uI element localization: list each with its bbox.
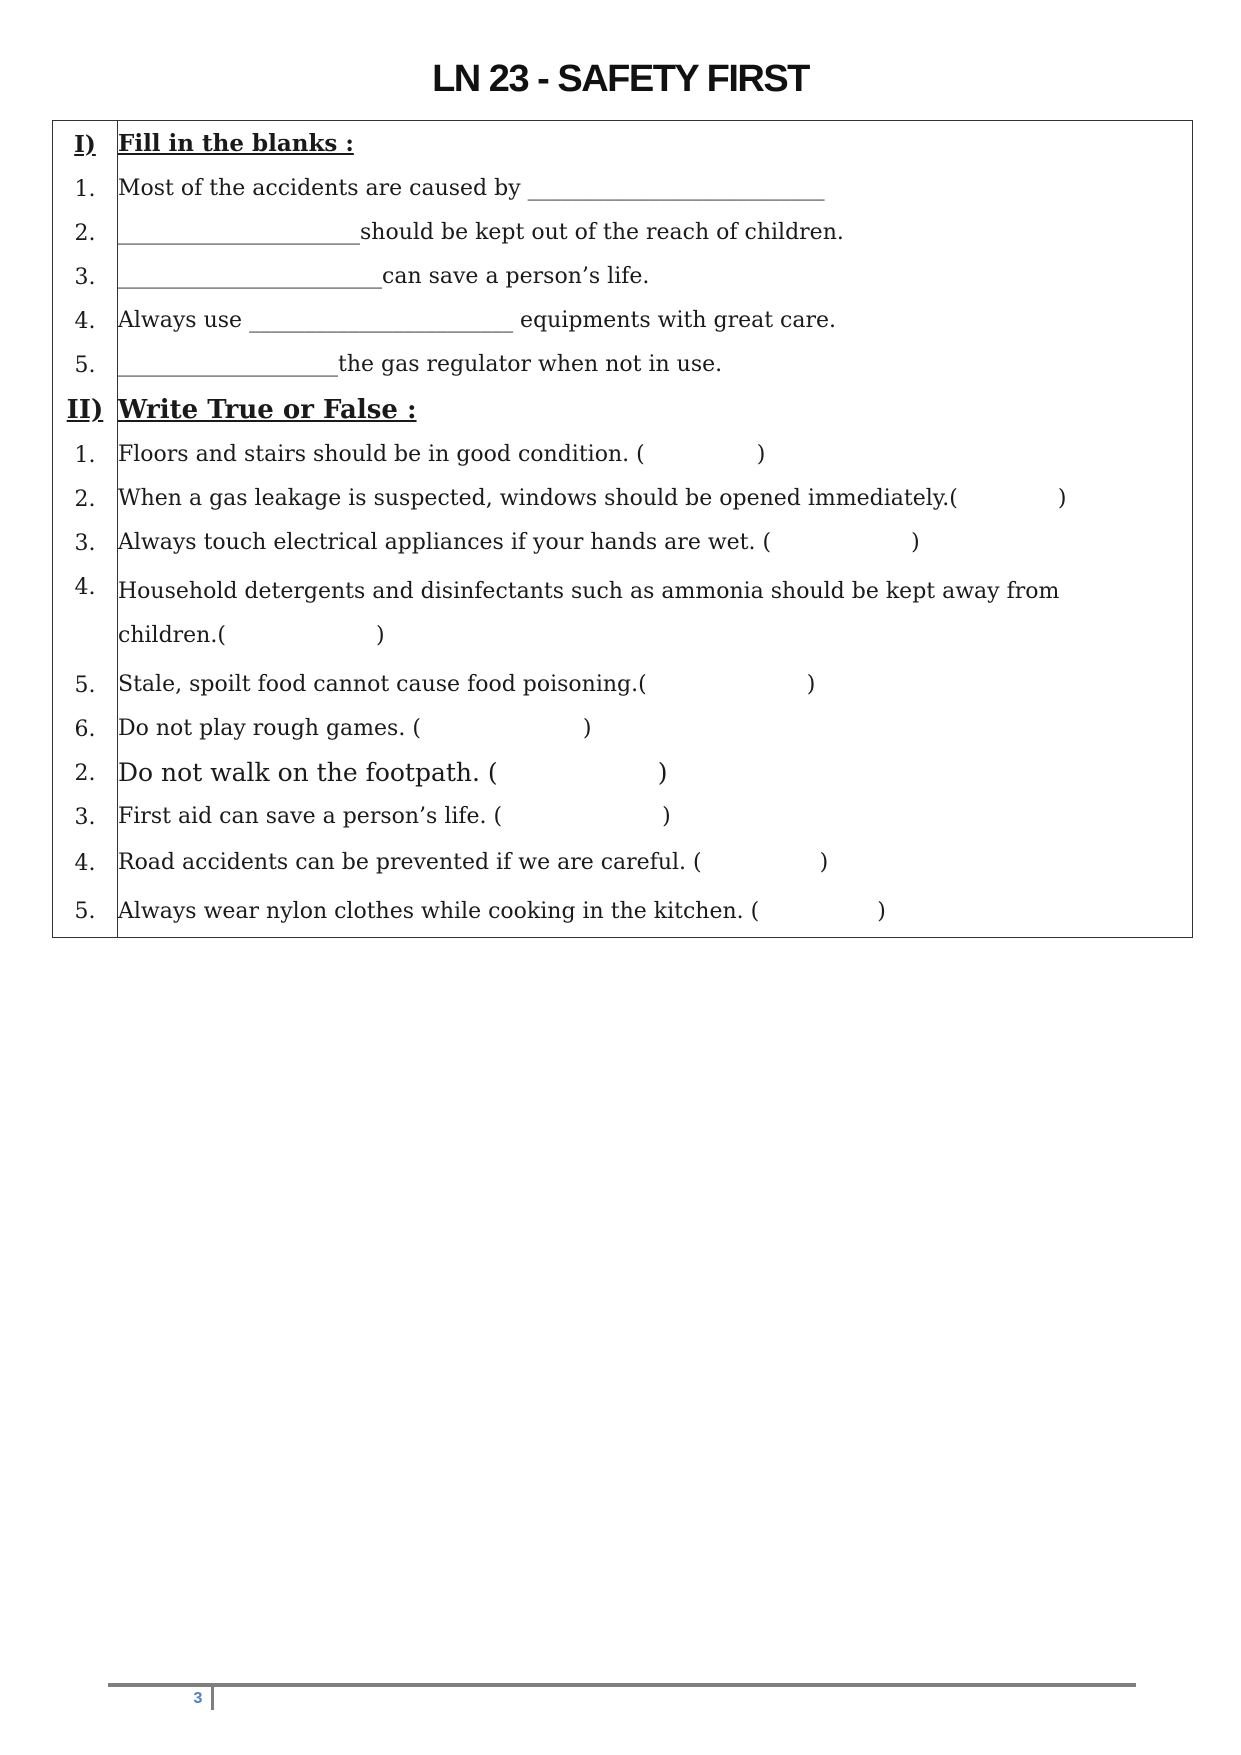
answer-blank[interactable]: ________________________ <box>118 264 382 289</box>
item-text-after: the gas regulator when not in use. <box>338 352 723 377</box>
close-paren: ) <box>582 716 592 741</box>
section-heading: Write True or False : <box>118 395 417 425</box>
item-number: 5. <box>53 663 118 707</box>
close-paren: ) <box>806 672 816 697</box>
statement-text-continued: children.( <box>118 623 226 648</box>
true-false-row <box>53 433 1193 477</box>
item-text <box>118 299 1193 343</box>
fill-blank-row <box>53 299 1193 343</box>
footer-divider <box>211 1686 214 1710</box>
close-paren: ) <box>819 850 829 875</box>
close-paren: ) <box>657 758 668 787</box>
close-paren: ) <box>1057 486 1067 511</box>
close-paren: ) <box>662 804 671 829</box>
section-number: I) <box>53 121 118 168</box>
true-false-row <box>53 477 1193 521</box>
item-text-after: can save a person’s life. <box>382 264 650 289</box>
footer-rule <box>108 1683 1136 1687</box>
item-number: 3. <box>53 795 118 839</box>
item-text-after: should be kept out of the reach of children. <box>360 220 844 245</box>
section-header <box>53 387 1193 433</box>
true-false-row <box>53 839 1193 887</box>
item-text-before: Always use <box>118 308 250 333</box>
item-number: 4. <box>53 565 118 663</box>
item-text <box>118 211 1193 255</box>
statement-text: First aid can save a person’s life. ( <box>118 804 503 829</box>
true-false-row <box>53 565 1193 663</box>
item-number: 3. <box>53 521 118 565</box>
answer-blank[interactable]: ______________________ <box>118 220 360 245</box>
item-number: 4. <box>53 839 118 887</box>
fill-blank-row <box>53 167 1193 211</box>
item-text-after: equipments with great care. <box>513 308 837 333</box>
statement-text: Always wear nylon clothes while cooking in the kitchen. ( <box>118 898 760 924</box>
statement-text: Road accidents can be prevented if we are careful. ( <box>118 850 702 875</box>
true-false-row <box>53 887 1193 937</box>
item-number: 2. <box>53 211 118 255</box>
statement-text: Do not play rough games. ( <box>118 716 421 741</box>
item-text <box>118 167 1193 211</box>
item-number: 3. <box>53 255 118 299</box>
close-paren: ) <box>375 623 385 648</box>
statement-text: Floors and stairs should be in good condition. ( <box>118 442 645 467</box>
true-false-row <box>53 751 1193 795</box>
page-number: 3 <box>193 1690 203 1707</box>
item-number: 1. <box>53 433 118 477</box>
statement-text: Household detergents and disinfectants such as ammonia should be kept away from <box>118 579 1060 604</box>
fill-blank-row <box>53 343 1193 387</box>
item-text-before: Most of the accidents are caused by <box>118 176 528 201</box>
close-paren: ) <box>756 442 766 467</box>
true-false-row <box>53 521 1193 565</box>
item-number: 5. <box>53 343 118 387</box>
true-false-row <box>53 663 1193 707</box>
statement-text: Always touch electrical appliances if your hands are wet. ( <box>118 530 772 555</box>
item-number: 6. <box>53 707 118 751</box>
statement-text: Stale, spoilt food cannot cause food poisoning.( <box>118 672 647 697</box>
statement-text: Do not walk on the footpath. ( <box>118 758 498 787</box>
item-number: 2. <box>53 477 118 521</box>
answer-blank[interactable]: ___________________________ <box>527 176 825 201</box>
item-number: 2. <box>53 751 118 795</box>
true-false-row <box>53 795 1193 839</box>
item-text <box>118 343 1193 387</box>
close-paren: ) <box>911 530 920 555</box>
worksheet-table <box>52 120 1193 938</box>
item-text <box>118 255 1193 299</box>
fill-blank-row <box>53 211 1193 255</box>
answer-blank[interactable]: ____________________ <box>118 352 338 377</box>
close-paren: ) <box>877 898 886 924</box>
section-heading: Fill in the blanks : <box>118 130 354 157</box>
item-number: 5. <box>53 887 118 937</box>
section-number: II) <box>53 387 118 433</box>
answer-blank[interactable]: ________________________ <box>249 308 514 333</box>
section-header <box>53 121 1193 168</box>
item-number: 1. <box>53 167 118 211</box>
fill-blank-row <box>53 255 1193 299</box>
item-number: 4. <box>53 299 118 343</box>
statement-text: When a gas leakage is suspected, windows should be opened immediately.( <box>118 486 958 511</box>
true-false-row <box>53 707 1193 751</box>
page-title: LN 23 - SAFETY FIRST <box>432 58 809 100</box>
